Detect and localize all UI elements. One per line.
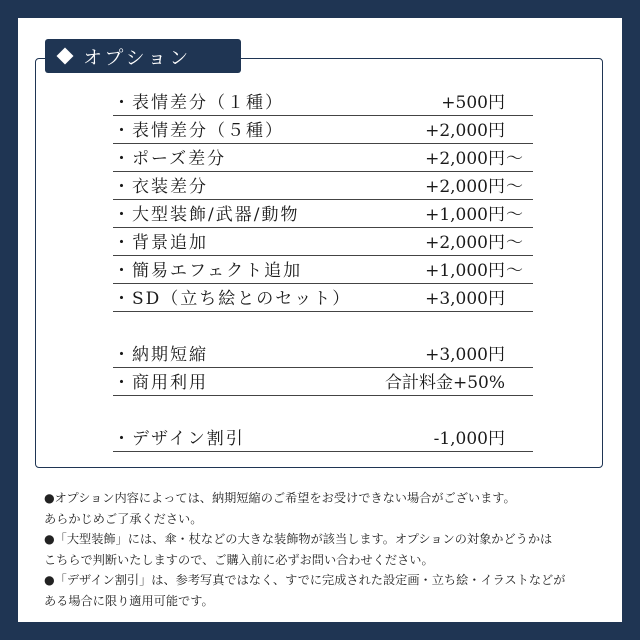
options-list — [113, 88, 533, 452]
option-price: +3,000円 — [425, 289, 505, 309]
notes — [44, 488, 604, 611]
option-label: ・簡易エフェクト追加 — [113, 261, 303, 281]
section-header — [45, 39, 241, 73]
option-label: ・大型装飾/武器/動物 — [113, 205, 300, 225]
note-line: ある場合に限り適用可能です。 — [44, 593, 214, 608]
option-tilde: 〜 — [506, 233, 523, 253]
section-title: オプション — [83, 46, 192, 69]
option-price: +2,000円 — [425, 121, 505, 141]
option-row — [113, 144, 533, 172]
option-row — [113, 88, 533, 116]
option-price: +3,000円 — [425, 345, 505, 365]
option-price: +1,000円 — [425, 205, 505, 225]
option-row — [113, 284, 533, 312]
option-label: ・商用利用 — [113, 373, 208, 393]
option-label: ・デザイン割引 — [113, 429, 245, 449]
option-price: +2,000円 — [425, 233, 505, 253]
option-label: ・納期短縮 — [113, 345, 208, 365]
option-price: +1,000円 — [425, 261, 505, 281]
option-price: 合計料金+50% — [384, 373, 505, 393]
note-line: あらかじめご了承ください。 — [44, 511, 203, 526]
option-row — [113, 172, 533, 200]
diamond-icon — [57, 48, 74, 65]
option-row — [113, 424, 533, 452]
option-tilde: 〜 — [506, 205, 523, 225]
option-row — [113, 200, 533, 228]
options-card — [18, 18, 622, 622]
option-label: ・衣装差分 — [113, 177, 208, 197]
option-price: +2,000円 — [425, 177, 505, 197]
option-label: ・SD（立ち絵とのセット） — [113, 289, 352, 309]
option-label: ・背景追加 — [113, 233, 208, 253]
option-row — [113, 340, 533, 368]
note-line: ●「デザイン割引」は、参考写真ではなく、すでに完成された設定画・立ち絵・イラストなどが — [44, 573, 566, 587]
option-row — [113, 368, 533, 396]
note-line: ●「大型装飾」には、傘・杖などの大きな装飾物が該当します。オプションの対象かどうかは — [44, 532, 553, 546]
option-tilde: 〜 — [506, 149, 523, 169]
option-row — [113, 256, 533, 284]
option-label: ・表情差分（１種） — [113, 93, 284, 113]
option-tilde: 〜 — [506, 261, 523, 281]
option-price: +2,000円 — [425, 149, 505, 169]
option-label: ・表情差分（５種） — [113, 121, 284, 141]
option-price: -1,000円 — [433, 429, 505, 449]
option-price: +500円 — [441, 93, 505, 113]
option-row — [113, 116, 533, 144]
option-label: ・ポーズ差分 — [113, 149, 227, 169]
note-line: ●オプション内容によっては、納期短縮のご希望をお受けできない場合がございます。 — [44, 491, 516, 505]
option-tilde: 〜 — [506, 177, 523, 197]
option-row — [113, 228, 533, 256]
note-line: こちらで判断いたしますので、ご購入前に必ずお問い合わせください。 — [44, 552, 434, 567]
